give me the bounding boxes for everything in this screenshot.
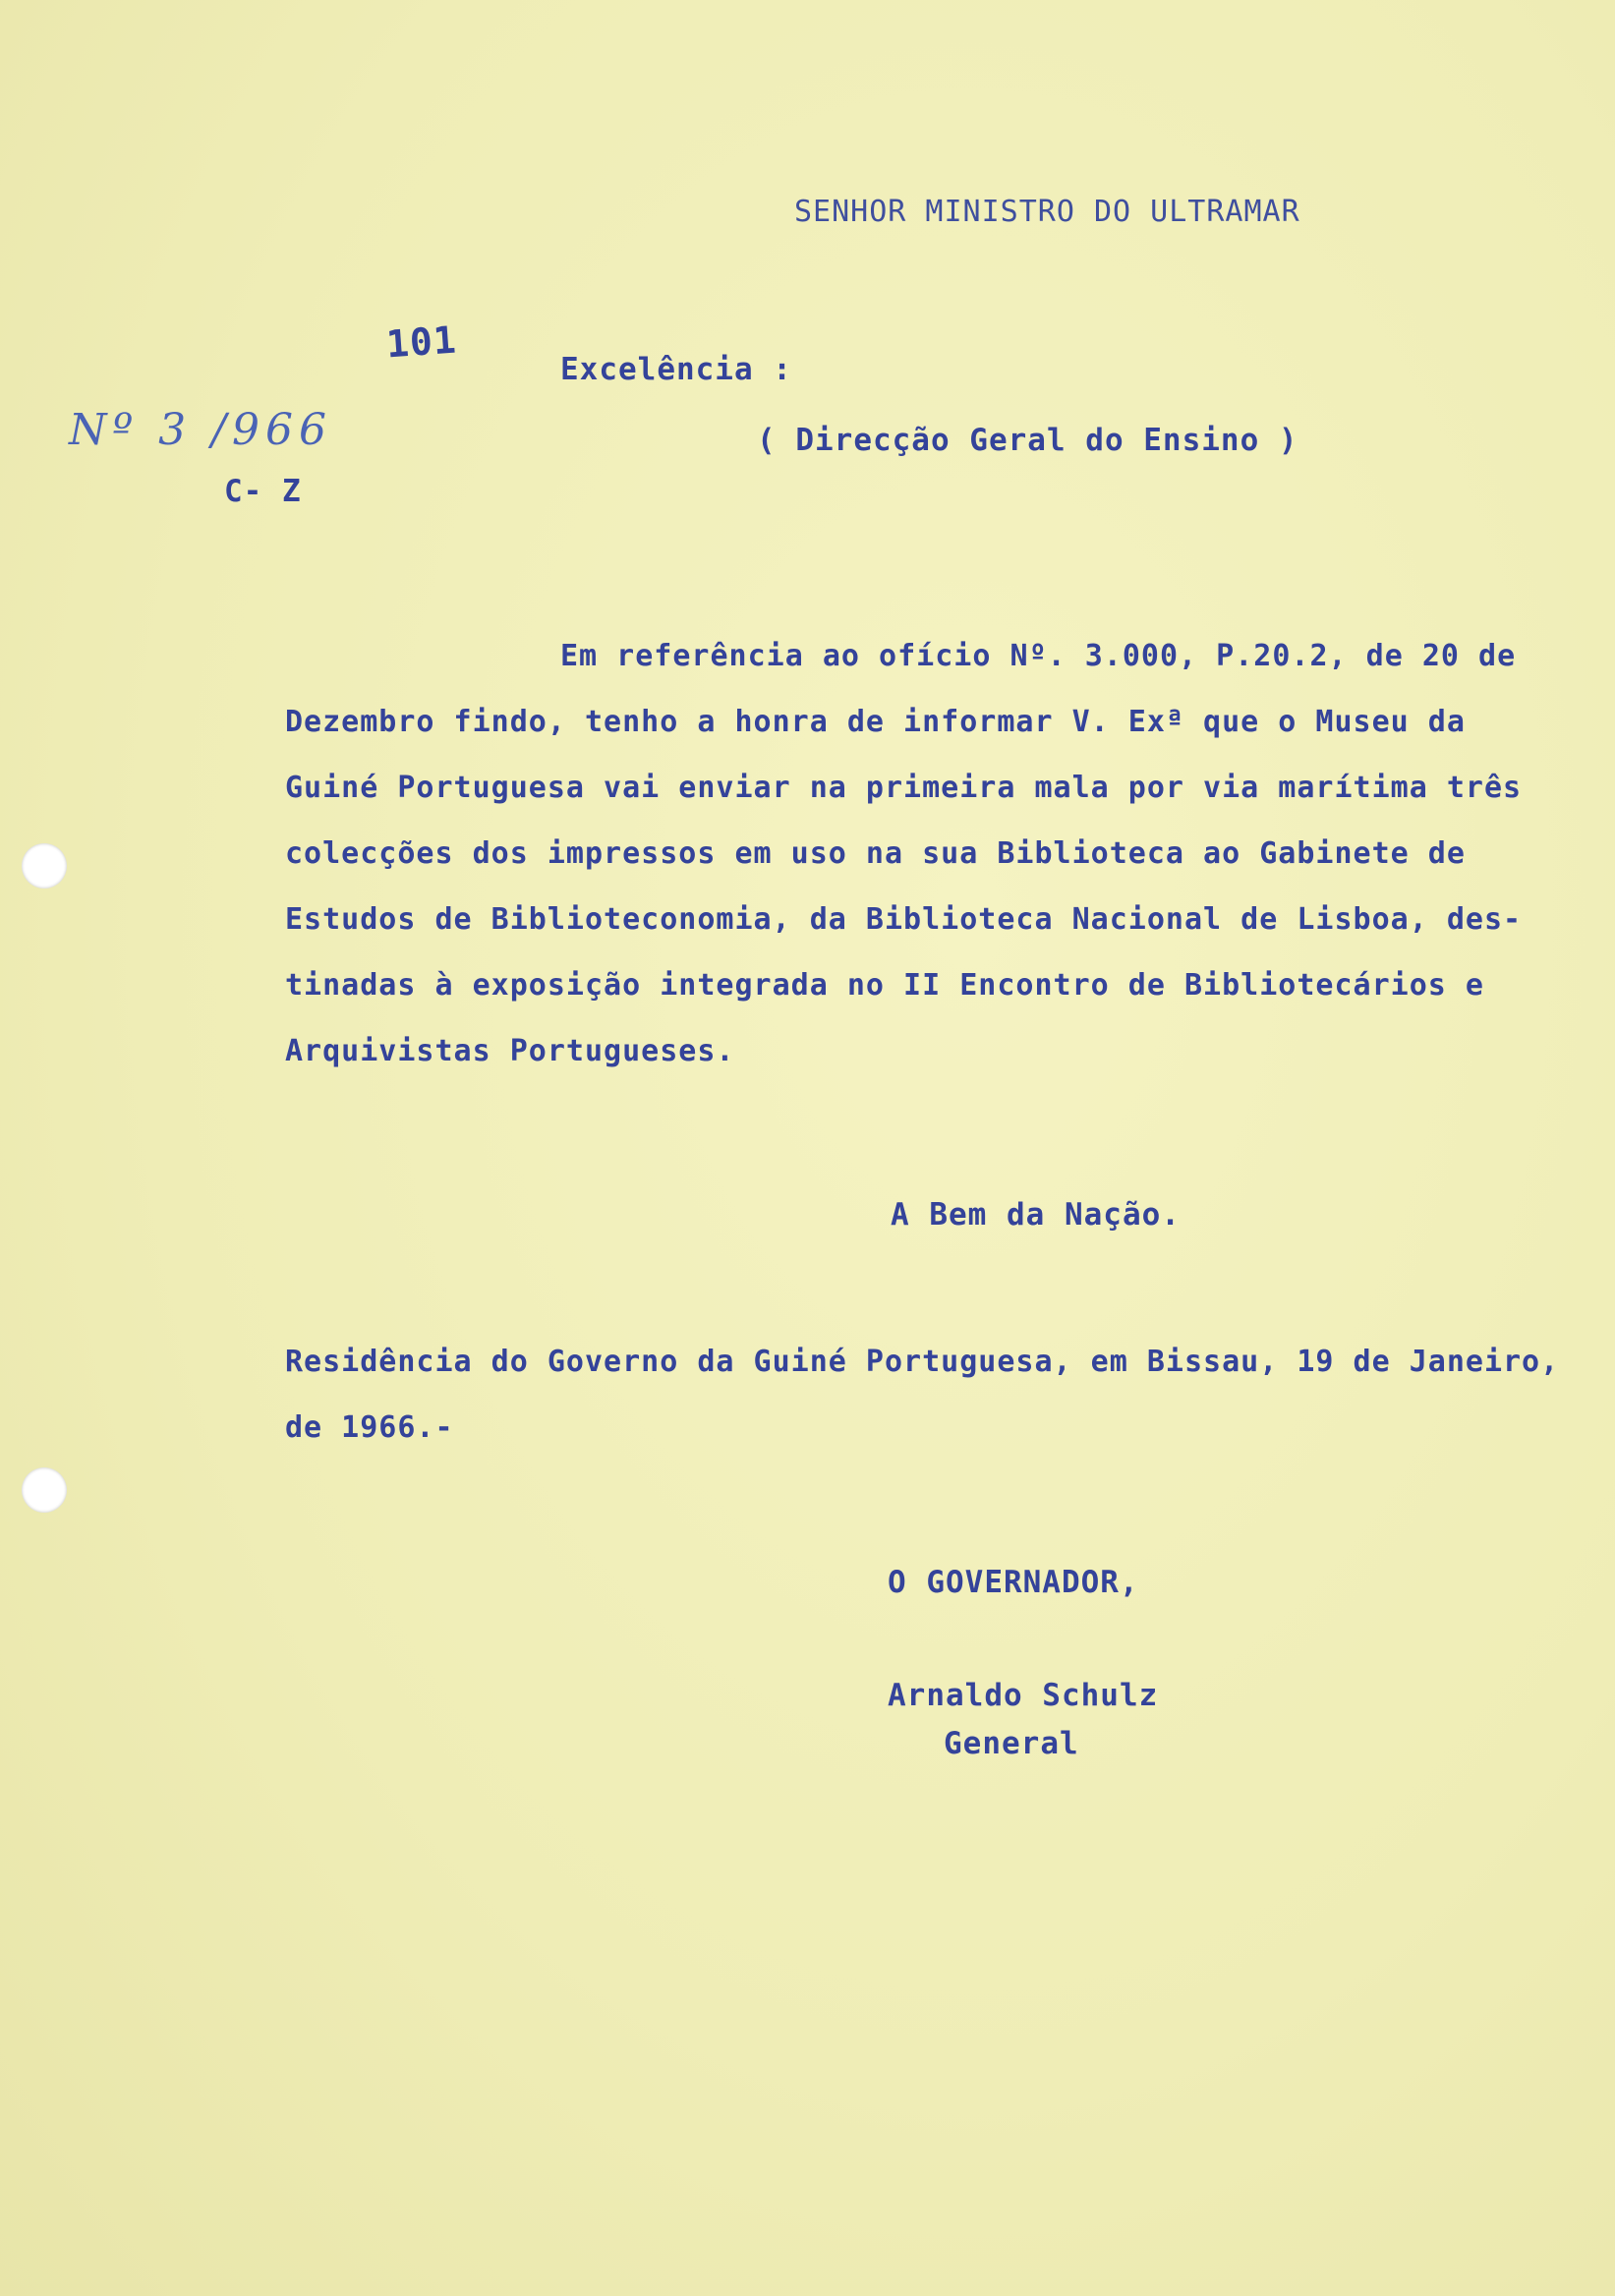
body-line: Estudos de Biblioteconomia, da Biblioteca Nacional de Lisboa, des- <box>285 902 1523 937</box>
closing: A Bem da Nação. <box>891 1197 1181 1233</box>
body-line: Em referência ao ofício Nº. 3.000, P.20.2, de 20 de <box>560 639 1517 673</box>
signature-name: Arnaldo Schulz <box>888 1678 1159 1713</box>
department: ( Direcção Geral do Ensino ) <box>757 423 1298 458</box>
place-date-line: Residência do Governo da Guiné Portuguesa, em Bissau, 19 de Janeiro, <box>285 1345 1560 1379</box>
body-line: colecções dos impressos em uso na sua Biblioteca ao Gabinete de <box>285 836 1466 871</box>
body-line: tinadas à exposição integrada no II Encontro de Bibliotecários e <box>285 968 1484 1003</box>
place-date-line: de 1966.- <box>285 1410 454 1445</box>
signature-title: O GOVERNADOR, <box>888 1565 1139 1600</box>
addressee: SENHOR MINISTRO DO ULTRAMAR <box>794 195 1300 229</box>
handwritten-reference: Nº 3 /966 <box>69 405 332 455</box>
classification-code: C- Z <box>224 474 302 509</box>
salutation: Excelência : <box>560 352 792 387</box>
body-line: Guiné Portuguesa vai enviar na primeira mala por via marítima três <box>285 771 1523 805</box>
punch-hole-bottom <box>22 1467 67 1513</box>
body-line: Arquivistas Portugueses. <box>285 1034 735 1068</box>
reference-number: 101 <box>384 317 459 367</box>
signature-rank: General <box>944 1726 1079 1761</box>
punch-hole-top <box>22 843 67 889</box>
body-line: Dezembro findo, tenho a honra de informar V. Exª que o Museu da <box>285 705 1466 739</box>
